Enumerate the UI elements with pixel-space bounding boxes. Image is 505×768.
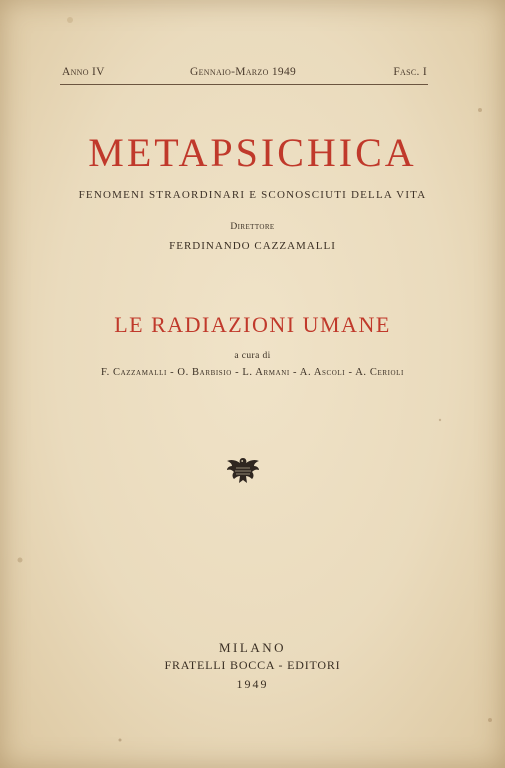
authors-list: F. Cazzamalli - O. Barbisio - L. Armani - A. Ascoli - A. Cerioli bbox=[101, 367, 404, 378]
volume-label: Anno IV bbox=[62, 66, 105, 78]
imprint-year: 1949 bbox=[236, 677, 269, 691]
issue-number-label: Fasc. I bbox=[393, 66, 427, 78]
curated-by-label: a cura di bbox=[234, 351, 271, 361]
journal-title: METAPSICHICA bbox=[88, 130, 417, 175]
eagle-emblem-icon bbox=[224, 452, 262, 488]
director-name: FERDINANDO CAZZAMALLI bbox=[169, 240, 336, 252]
imprint-city: MILANO bbox=[219, 640, 286, 655]
journal-subtitle: FENOMENI STRAORDINARI E SCONOSCIUTI DELLA VITA bbox=[78, 189, 427, 201]
period-label: Gennaio-Marzo 1949 bbox=[190, 66, 297, 78]
imprint-publisher: FRATELLI BOCCA - EDITORI bbox=[164, 658, 341, 672]
header-divider bbox=[60, 84, 428, 85]
director-label: Direttore bbox=[230, 222, 275, 232]
issue-header bbox=[62, 66, 427, 82]
issue-title: LE RADIAZIONI UMANE bbox=[114, 312, 391, 337]
